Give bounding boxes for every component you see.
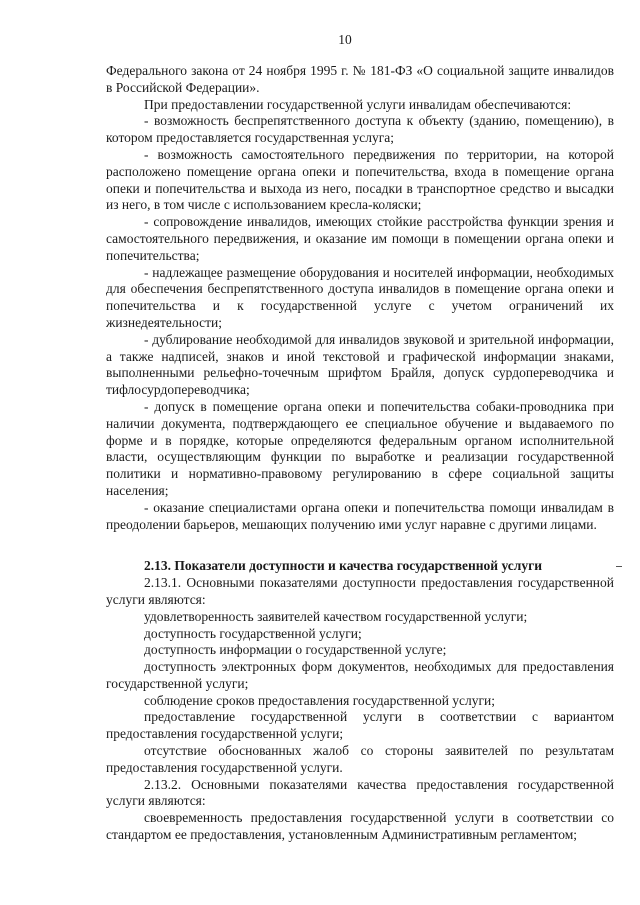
- list-item: - сопровождение инвалидов, имеющих стойкие расстройства функции зрения и самостоятельного передвижения, и оказание им помощи в помещении органа опеки и попечительства;: [106, 214, 614, 263]
- margin-mark: [616, 566, 622, 567]
- section-heading: 2.13. Показатели доступности и качества государственной услуги: [144, 558, 542, 574]
- paragraph: При предоставлении государственной услуги инвалидам обеспечиваются:: [144, 96, 572, 112]
- list-item: - дублирование необходимой для инвалидов звуковой и зрительной информации, а также надписей, знаков и иной текстовой и графической информации знаками, выполненными рельефно-точечным шрифтом Брайля, допуск сурдопереводчика и тифлосурдопереводчика;: [106, 331, 614, 398]
- list-item: - допуск в помещение органа опеки и попечительства собаки-проводника при наличии документа, подтверждающего ее специальное обучение и выдаваемого по форме и в порядке, которые определяются федеральным органом исполнительной власти, осуществляющим функции по выработке и реализации государственной политики и нормативно-правовому регулированию в сфере социальной защиты населения;: [106, 398, 614, 498]
- list-item: доступность электронных форм документов, необходимых для предоставления государственной услуги;: [106, 659, 614, 691]
- paragraph: Федерального закона от 24 ноября 1995 г. № 181-ФЗ «О социальной защите инвалидов в Российской Федерации».: [106, 63, 614, 95]
- paragraph: 2.13.2. Основными показателями качества предоставления государственной услуги являются:: [106, 776, 614, 809]
- list-item: удовлетворенность заявителей качеством государственной услуги;: [144, 608, 528, 624]
- list-item: доступность информации о государственной услуге;: [144, 642, 447, 658]
- list-item: - надлежащее размещение оборудования и носителей информации, необходимых для обеспечения беспрепятственного доступа инвалидов в помещение органа опеки и попечительства и к государственной услуге с учетом ограничений их жизнедеятельности;: [106, 264, 614, 330]
- list-item: доступность государственной услуги;: [144, 625, 362, 641]
- list-item: - оказание специалистами органа опеки и попечительства помощи инвалидам в преодолении барьеров, мешающих получению ими услуг наравне с другими лицами.: [106, 499, 614, 532]
- list-item: - возможность беспрепятственного доступа к объекту (зданию, помещению), в котором предоставляется государственная услуга;: [106, 113, 614, 146]
- list-item: отсутствие обоснованных жалоб со стороны заявителей по результатам предоставления государственной услуги.: [106, 743, 614, 775]
- list-item: своевременность предоставления государственной услуги в соответствии со стандартом ее предоставления, установленным Административным регламентом;: [106, 810, 614, 843]
- page-number: 10: [338, 32, 352, 47]
- list-item: предоставление государственной услуги в соответствии с вариантом предоставления государственной услуги;: [106, 709, 614, 742]
- list-item: соблюдение сроков предоставления государственной услуги;: [144, 692, 496, 708]
- document-body-bottom: [106, 575, 614, 844]
- document-body-top: [106, 63, 614, 533]
- list-item: - возможность самостоятельного передвижения по территории, на которой расположено помещение органа опеки и попечительства, входа в помещение органа опеки и попечительства и выхода из него, посадки в транспортное средство и высадки из него, в том числе с использованием кресла-коляски;: [106, 146, 614, 213]
- paragraph: 2.13.1. Основными показателями доступности предоставления государственной услуги являются:: [106, 575, 614, 607]
